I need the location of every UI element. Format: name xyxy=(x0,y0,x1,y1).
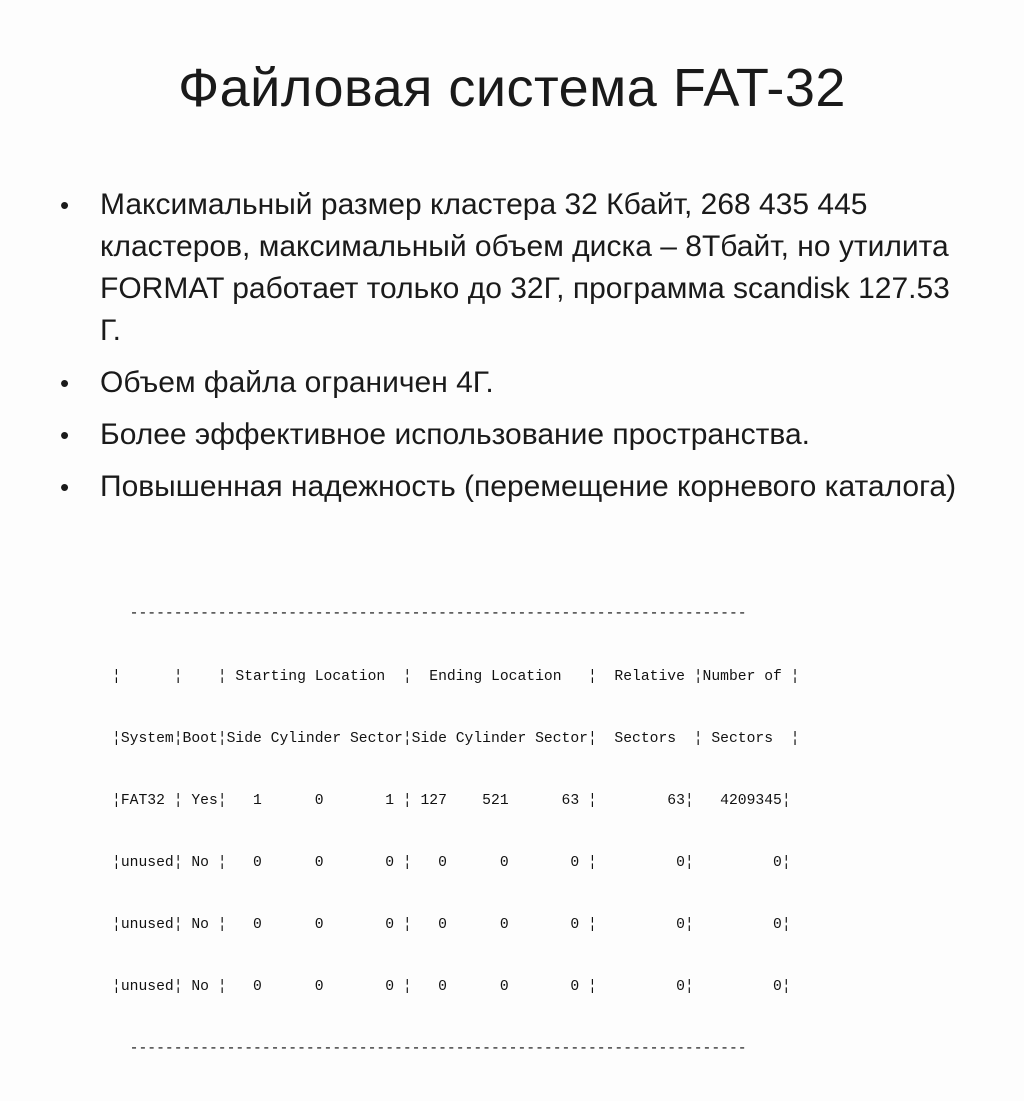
bullet-item xyxy=(60,414,970,456)
bullet-dot-icon: • xyxy=(60,368,70,398)
table-header-row: ¦System¦Boot¦Side Cylinder Sector¦Side Cylinder Sector¦ Sectors ¦ Sectors ¦ xyxy=(112,730,800,747)
slide-title: Файловая система FAT-32 xyxy=(178,58,846,118)
partition-table xyxy=(112,563,800,1101)
bullet-list xyxy=(60,184,970,518)
table-border-top: ---------------------------------------------------------------------- xyxy=(112,606,747,623)
bullet-text: Повышенная надежность (перемещение корневого каталога) xyxy=(100,470,957,503)
bullet-dot-icon: • xyxy=(60,190,70,220)
table-row: ¦FAT32 ¦ Yes¦ 1 0 1 ¦ 127 521 63 ¦ 63¦ 4209345¦ xyxy=(112,792,791,809)
bullet-item xyxy=(60,466,970,508)
table-row: ¦unused¦ No ¦ 0 0 0 ¦ 0 0 0 ¦ 0¦ 0¦ xyxy=(112,854,791,871)
table-row: ¦unused¦ No ¦ 0 0 0 ¦ 0 0 0 ¦ 0¦ 0¦ xyxy=(112,916,791,933)
bullet-text: Объем файла ограничен 4Г. xyxy=(100,366,494,399)
bullet-dot-icon: • xyxy=(60,420,70,450)
bullet-dot-icon: • xyxy=(60,472,70,502)
bullet-item xyxy=(60,362,970,404)
table-border-bottom: ---------------------------------------------------------------------- xyxy=(112,1041,747,1058)
table-header-row: ¦ ¦ ¦ Starting Location ¦ Ending Location ¦ Relative ¦Number of ¦ xyxy=(112,668,800,685)
bullet-item xyxy=(60,184,970,352)
bullet-text: Максимальный размер кластера 32 Кбайт, 268 435 445 кластеров, максимальный объем диска – 8Тбайт, но утилита FORMAT работает только до 32Г, программа scandisk 127.53 Г. xyxy=(100,188,950,347)
bullet-text: Более эффективное использование пространства. xyxy=(100,418,810,451)
table-row: ¦unused¦ No ¦ 0 0 0 ¦ 0 0 0 ¦ 0¦ 0¦ xyxy=(112,978,791,995)
